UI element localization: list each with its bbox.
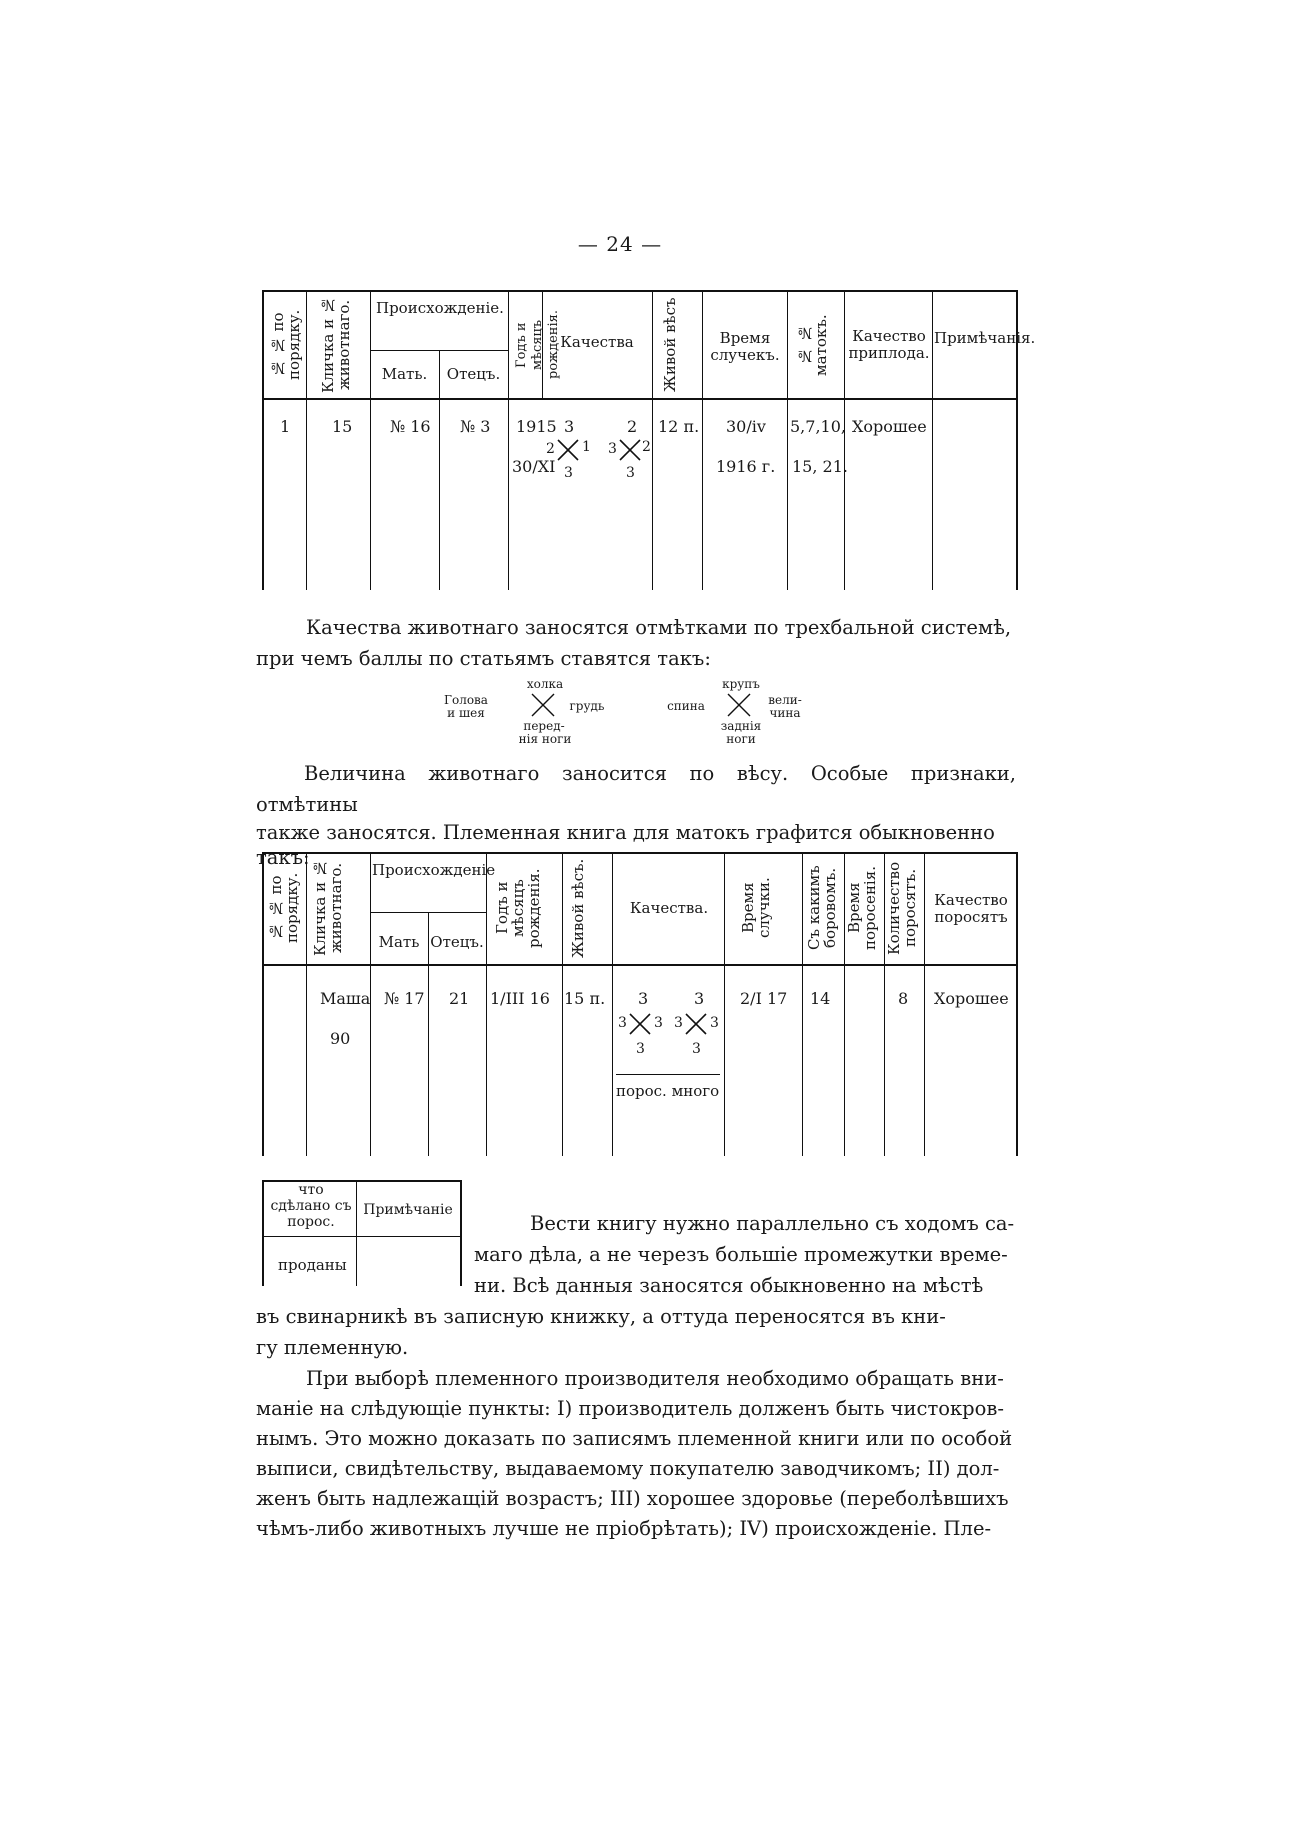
- diag-left-right: грудь: [569, 699, 605, 713]
- row1-weight: 12 п.: [658, 417, 700, 436]
- header-notes: Примѣчанія.: [934, 329, 1036, 347]
- diag-right-right2: чина: [769, 706, 801, 720]
- diag-right-bottom1: заднія: [720, 719, 762, 733]
- t2-row-mother: № 17: [384, 989, 425, 1008]
- t2-header-piglet-count: Количество поросятъ.: [885, 861, 919, 955]
- q2-right: 2: [642, 439, 651, 455]
- t2-header-birth: Годъ и мѣсяцъ рожденія.: [493, 868, 543, 948]
- t2-row-mating: 2/I 17: [740, 989, 788, 1008]
- diag-left-bottom2: нія ноги: [518, 732, 572, 746]
- row1-litter-quality: Хорошее: [852, 417, 927, 436]
- header-mating-time: Время случекъ.: [710, 329, 780, 364]
- para2-line3: такъ:: [256, 846, 310, 869]
- header-name-number: Кличка и № животнаго.: [319, 296, 353, 394]
- diag-right-left: спина: [667, 699, 705, 713]
- q2-left: 3: [608, 441, 617, 457]
- t2-q2-bottom: 3: [692, 1041, 701, 1057]
- para2-line2: также заносятся. Племенная книга для матокъ графится обыкновенно: [256, 821, 995, 844]
- t2-q1-left: 3: [618, 1015, 627, 1031]
- t2-row-weight: 15 п.: [564, 989, 606, 1008]
- row1-birth-year: 1915: [516, 417, 557, 436]
- row1-mating-year: 1916 г.: [716, 457, 776, 476]
- para1-line1: Качества животнаго заносятся отмѣтками по трехбальной системѣ,: [306, 616, 1012, 639]
- row1-number: 1: [280, 417, 291, 436]
- diag-left-cross-icon: [530, 692, 560, 722]
- paragraph-qualities: [256, 612, 1016, 674]
- diag-left-top: холка: [526, 677, 564, 691]
- diag-left-left1: Голова: [444, 693, 488, 707]
- t2-q2-top: 3: [694, 989, 705, 1008]
- t2-header-mating-time: Время случки.: [739, 877, 773, 939]
- row1-father: № 3: [460, 417, 491, 436]
- header-sows-numbers: № № матокъ.: [796, 314, 830, 376]
- row1-sows-1: 5,7,10,: [790, 417, 846, 436]
- t2-header-piglet-quality: Качество поросятъ: [934, 891, 1008, 926]
- stud-book-table-sows: [262, 852, 1018, 1156]
- t2-q1-right: 3: [654, 1015, 663, 1031]
- paragraph-bookkeeping: [256, 1208, 1016, 1363]
- para3-line2: маго дѣла, а не черезъ большіе промежутки време-: [474, 1243, 1008, 1266]
- para4-line4: выписи, свидѣтельству, выдаваемому покупателю заводчикомъ; II) дол-: [256, 1457, 1000, 1480]
- q1-left: 2: [546, 441, 555, 457]
- header-order-number: № № по порядку.: [269, 309, 303, 381]
- para4-line2: маніе на слѣдующіе пункты: I) производитель долженъ быть чистокров-: [256, 1397, 1004, 1420]
- row1-birth-month: 30/XI: [512, 457, 556, 476]
- header-birth: Годъ и мѣсяцъ рожденія.: [514, 310, 561, 380]
- para3-line5: гу племенную.: [256, 1336, 409, 1359]
- q2-bottom: 3: [626, 465, 635, 481]
- row1-mating-date: 30/iv: [726, 417, 766, 436]
- para4-line1: При выборѣ племенного производителя необходимо обращать вни-: [306, 1367, 1004, 1390]
- row1-name: 15: [332, 417, 353, 436]
- t2-q1-top: 3: [638, 989, 649, 1008]
- diag-right-top: крупъ: [722, 677, 760, 691]
- header-origin: Происхожденіе.: [376, 299, 504, 317]
- q2-top: 2: [627, 417, 638, 436]
- row1-mother: № 16: [390, 417, 431, 436]
- t2-header-boar: Съ какимъ боровомъ.: [805, 865, 839, 951]
- t3-header-notes: Примѣчаніе: [363, 1202, 453, 1218]
- t2-header-father: Отецъ.: [430, 933, 484, 951]
- header-litter-quality: Качество приплода.: [848, 327, 930, 362]
- para3-line1: Вести книгу нужно параллельно съ ходомъ са-: [530, 1212, 1015, 1235]
- stud-book-table-boars: [262, 290, 1036, 590]
- t3-value-sold: проданы: [278, 1256, 347, 1274]
- header-qualities: Качества: [560, 333, 634, 351]
- diag-right-right1: вели-: [768, 693, 802, 707]
- para3-line3: ни. Всѣ данныя заносятся обыкновенно на мѣстѣ: [474, 1274, 984, 1297]
- t2-header-mother: Мать: [378, 933, 420, 951]
- header-father: Отецъ.: [446, 365, 501, 383]
- diag-left-bottom1: перед-: [523, 719, 565, 733]
- t2-q2-right: 3: [710, 1015, 719, 1031]
- t2-row-quality: Хорошее: [934, 989, 1009, 1008]
- header-mother: Мать.: [381, 365, 428, 383]
- para1-line2: при чемъ баллы по статьямъ ставятся такъ:: [256, 647, 711, 670]
- t3-header-what-done: что сдѣлано съ порос.: [270, 1182, 352, 1230]
- scoring-diagram: [440, 676, 860, 746]
- diag-left-left2: и шея: [447, 706, 485, 720]
- diag-right-bottom2: ноги: [726, 732, 756, 746]
- para4-line3: нымъ. Это можно доказать по записямъ племенной книги или по особой: [256, 1427, 1013, 1450]
- para4-line5: женъ быть надлежащій возрастъ; III) хорошее здоровье (переболѣвшихъ: [256, 1487, 1009, 1510]
- t2-header-qualities: Качества.: [629, 899, 709, 917]
- t2-row-boar: 14: [810, 989, 831, 1008]
- paragraph-sire-selection: [256, 1364, 1016, 1544]
- t2-header-live-weight: Живой вѣсъ.: [569, 858, 587, 958]
- header-live-weight: Живой вѣсъ: [661, 297, 679, 393]
- q1-top: 3: [564, 417, 575, 436]
- t2-row-birth: 1/III 16: [490, 989, 550, 1008]
- t2-header-origin: Происхожденіе: [372, 861, 496, 879]
- t2-header-name-number: Кличка и № животнаго.: [311, 859, 345, 957]
- para3-line4: въ свинарникѣ въ записную книжку, а оттуда переносятся въ кни-: [256, 1305, 946, 1328]
- para2-line1: Величина животнаго заносится по вѣсу. Особые признаки, отмѣтины: [256, 762, 1016, 816]
- para4-line6: чѣмъ-либо животныхъ лучше не пріобрѣтать); IV) происхожденіе. Пле-: [256, 1517, 992, 1540]
- t2-header-order-number: № № по порядку.: [267, 872, 301, 944]
- t2-row-note: порос. много: [616, 1082, 720, 1100]
- t2-row-count: 8: [898, 989, 909, 1008]
- t2-header-farrowing-time: Время поросенія.: [845, 866, 879, 950]
- t2-row-father: 21: [449, 989, 470, 1008]
- page-number: — 24 —: [577, 232, 663, 256]
- t2-q1-bottom: 3: [636, 1041, 645, 1057]
- t2-row-name: Маша: [320, 989, 371, 1008]
- t2-q2-left: 3: [674, 1015, 683, 1031]
- diag-right-cross-icon: [726, 692, 756, 722]
- t2-row-number: 90: [330, 1029, 351, 1048]
- q1-right: 1: [582, 439, 591, 455]
- row1-sows-2: 15, 21.: [792, 457, 848, 476]
- q1-bottom: 3: [564, 465, 573, 481]
